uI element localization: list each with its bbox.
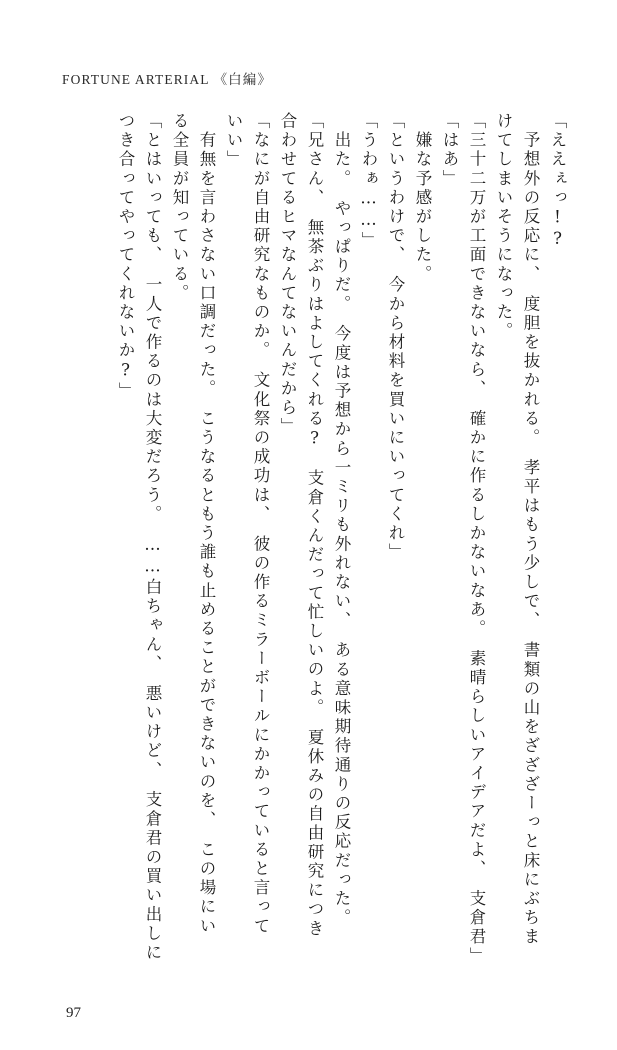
text-line: る全員が知っている。 — [170, 112, 189, 303]
text-line: 「とはいっても、 一人で作るのは大変だろう。 ……白ちゃん、 悪いけど、 支倉君の買い出しに — [143, 112, 162, 963]
running-header: FORTUNE ARTERIAL 《白編》 — [62, 72, 272, 87]
text-line: けてしまいそうになった。 — [494, 112, 513, 342]
body-text-block — [65, 112, 567, 966]
text-line: つき合ってやってくれないか?」 — [116, 112, 135, 401]
text-line: 予想外の反応に、 度胆を抜かれる。 孝平はもう少しで、 書類の山をざざざーっと床にぶちま — [521, 112, 540, 947]
page-number: 97 — [66, 1005, 81, 1021]
text-line: 「三十二万が工面できないなら、 確かに作るしかないなあ。 素晴らしいアイデアだよ、 支倉君」 — [467, 112, 486, 966]
text-line: 「はあ」 — [440, 112, 459, 189]
text-line: 合わせてるヒマなんてないんだから」 — [278, 112, 297, 437]
text-line: 「ええぇっ!? — [548, 112, 567, 251]
text-line: 「というわけで、 今から材料を買いにいってくれ」 — [386, 112, 405, 563]
text-line: 出た。 やっぱりだ。 今度は予想から一ミリも外れない、 ある意味期待通りの反応だった。 — [332, 112, 351, 928]
text-line: 「うわぁ……」 — [359, 112, 378, 251]
text-line: 「なにが自由研究なものか。 文化祭の成功は、 彼の作るミラーボールにかかっていると言って — [251, 112, 270, 936]
text-line: 嫌な予感がした。 — [413, 112, 432, 284]
text-line: いい」 — [224, 112, 243, 170]
text-line: 有無を言わさない口調だった。 こうなるともう誰も止めることができないのを、 この場にい — [197, 112, 216, 936]
text-line: 「兄さん、 無茶ぶりはよしてくれる? 支倉くんだって忙しいのよ。 夏休みの自由研究につき — [305, 112, 324, 939]
